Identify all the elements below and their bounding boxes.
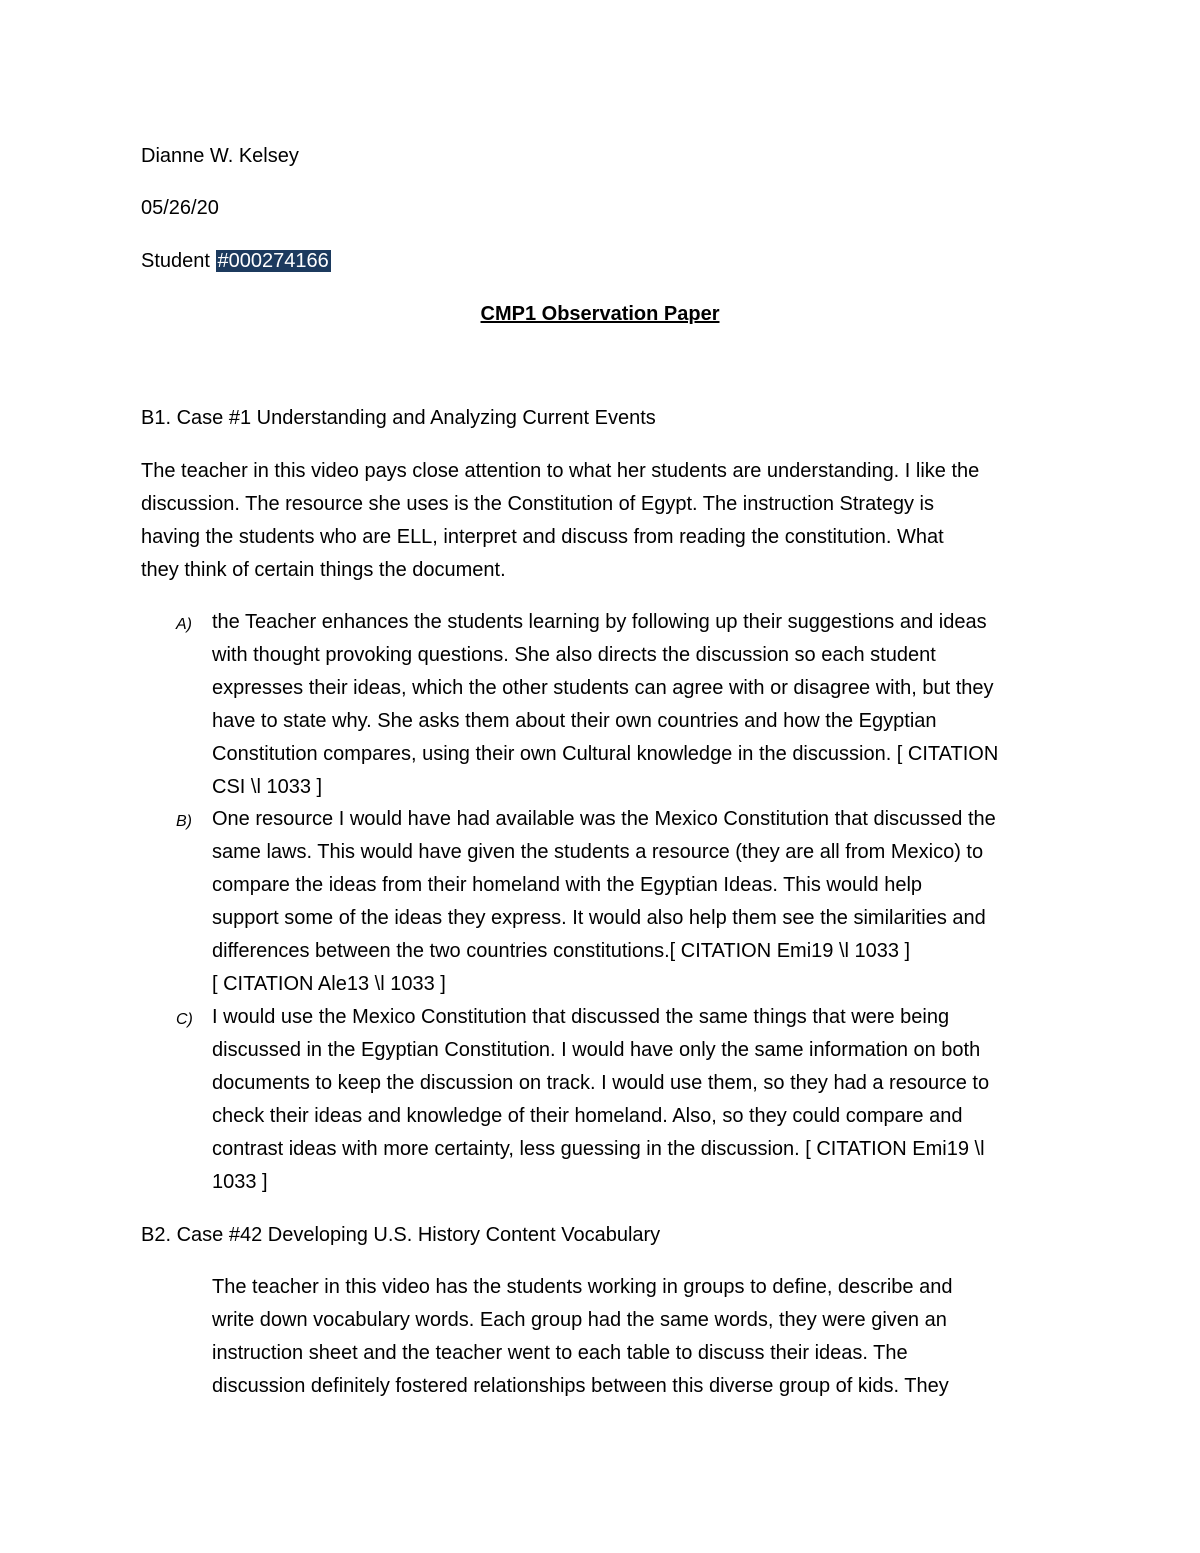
paragraph-line: differences between the two countries constitutions.[ CITATION Emi19 \l 1033 ] xyxy=(212,940,911,962)
paragraph-line: discussion. The resource she uses is the Constitution of Egypt. The instruction Strategy is xyxy=(141,493,934,515)
document-date: 05/26/20 xyxy=(141,197,219,219)
paragraph-line: I would use the Mexico Constitution that discussed the same things that were being xyxy=(212,1006,950,1028)
student-id-highlighted: #000274166 xyxy=(217,250,329,272)
paragraph-line: the Teacher enhances the students learning by following up their suggestions and ideas xyxy=(212,611,987,633)
author-name: Dianne W. Kelsey xyxy=(141,145,299,167)
paragraph-line: discussion definitely fostered relationships between this diverse group of kids. They xyxy=(212,1375,949,1397)
list-item-b xyxy=(212,803,996,1001)
paragraph-line: The teacher in this video has the students working in groups to define, describe and xyxy=(212,1276,953,1298)
paragraph-line: 1033 ] xyxy=(212,1171,268,1193)
list-marker-a: A) xyxy=(176,616,192,633)
paragraph-line: write down vocabulary words. Each group had the same words, they were given an xyxy=(212,1309,947,1331)
b1-intro-paragraph xyxy=(141,455,979,587)
paragraph-line: documents to keep the discussion on track. I would use them, so they had a resource to xyxy=(212,1072,990,1094)
paragraph-line: having the students who are ELL, interpret and discuss from reading the constitution. What xyxy=(141,526,944,548)
paragraph-line: discussed in the Egyptian Constitution. I would have only the same information on both xyxy=(212,1039,981,1061)
paragraph-line: The teacher in this video pays close attention to what her students are understanding. I like the xyxy=(141,460,980,482)
paragraph-line: expresses their ideas, which the other students can agree with or disagree with, but they xyxy=(212,677,994,699)
paragraph-line: [ CITATION Ale13 \l 1033 ] xyxy=(212,973,446,995)
paragraph-line: Constitution compares, using their own Cultural knowledge in the discussion. [ CITATION xyxy=(212,743,999,765)
paragraph-line: compare the ideas from their homeland with the Egyptian Ideas. This would help xyxy=(212,874,923,896)
list-item-c xyxy=(212,1001,989,1199)
paragraph-line: instruction sheet and the teacher went to each table to discuss their ideas. The xyxy=(212,1342,908,1364)
paragraph-line: One resource I would have had available was the Mexico Constitution that discussed the xyxy=(212,808,996,830)
paragraph-line: they think of certain things the document. xyxy=(141,559,506,581)
paragraph-line: contrast ideas with more certainty, less guessing in the discussion. [ CITATION Emi19 \l xyxy=(212,1138,985,1160)
list-marker-c: C) xyxy=(176,1011,193,1028)
b2-paragraph xyxy=(212,1271,952,1403)
paragraph-line: with thought provoking questions. She also directs the discussion so each student xyxy=(212,644,936,666)
student-line xyxy=(141,245,331,278)
paragraph-line: check their ideas and knowledge of their homeland. Also, so they could compare and xyxy=(212,1105,963,1127)
student-label: Student xyxy=(141,250,216,272)
paragraph-line: CSI \l 1033 ] xyxy=(212,776,323,798)
section-b2-heading: B2. Case #42 Developing U.S. History Content Vocabulary xyxy=(141,1224,661,1246)
paragraph-line: same laws. This would have given the students a resource (they are all from Mexico) to xyxy=(212,841,984,863)
document-title: CMP1 Observation Paper xyxy=(480,303,720,325)
section-b1-heading: B1. Case #1 Understanding and Analyzing Current Events xyxy=(141,407,656,429)
list-marker-b: B) xyxy=(176,813,192,830)
list-item-a xyxy=(212,606,998,804)
paragraph-line: have to state why. She asks them about their own countries and how the Egyptian xyxy=(212,710,937,732)
paragraph-line: support some of the ideas they express. It would also help them see the similarities and xyxy=(212,907,986,929)
